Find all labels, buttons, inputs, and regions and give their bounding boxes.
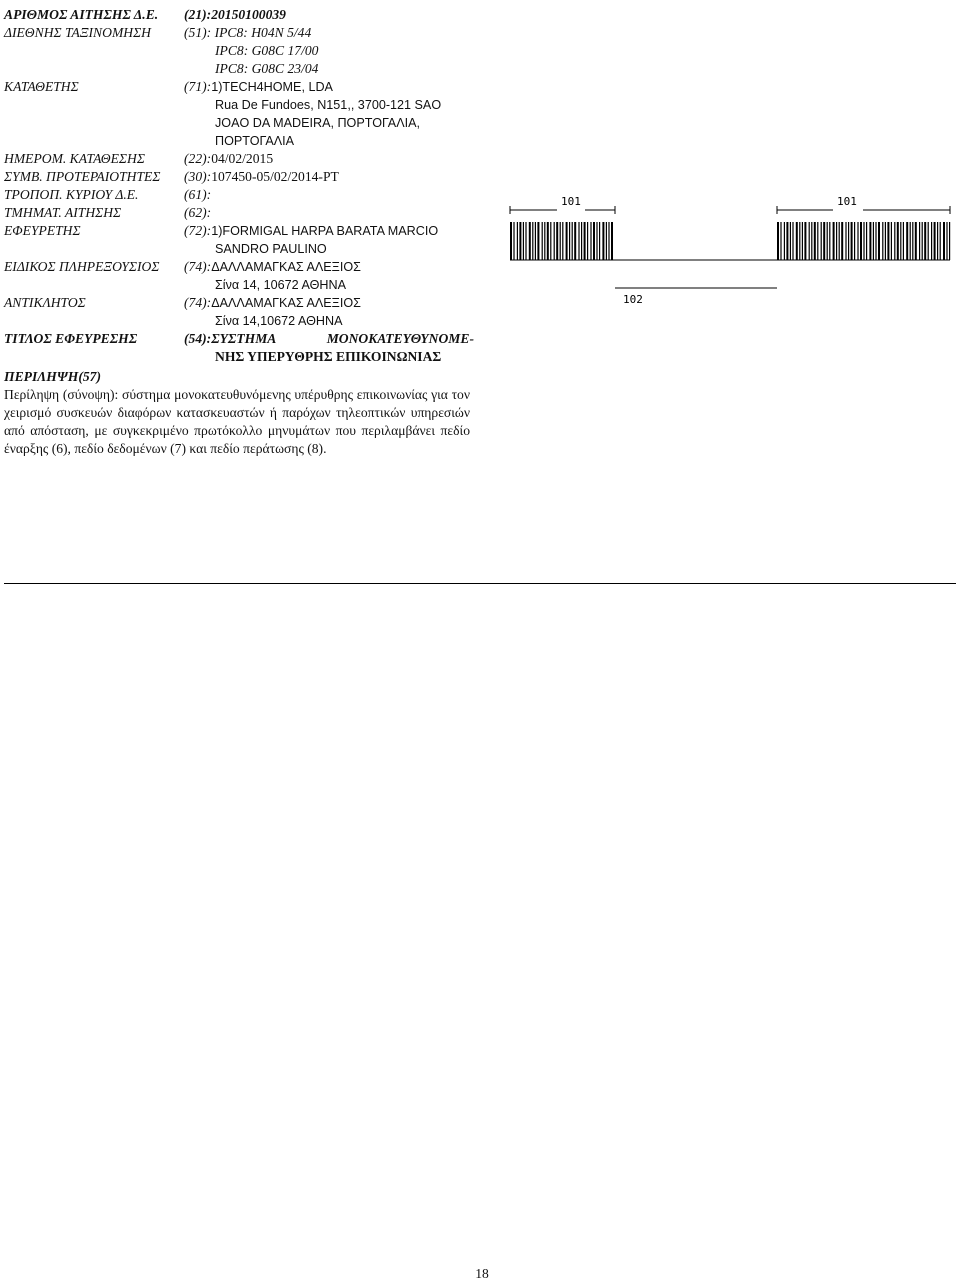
right-burst-pulse xyxy=(900,222,901,260)
applicant-code: (71): xyxy=(184,79,212,94)
left-burst-pulse xyxy=(590,222,591,260)
application-number-row xyxy=(4,6,474,24)
right-burst-pulse xyxy=(804,222,806,260)
agent-code: (74): xyxy=(184,259,212,274)
ipc-class-2: IPC8: G08C 17/00 xyxy=(215,43,319,58)
right-burst-pulse xyxy=(946,222,947,260)
right-burst-pulse xyxy=(885,222,886,260)
filing-date-code: (22): xyxy=(184,151,212,166)
left-burst-pulse xyxy=(550,222,551,260)
divisional-label: ΤΜΗΜΑΤ. ΑΙΤΗΣΗΣ xyxy=(4,205,122,220)
right-burst-pulse xyxy=(882,222,883,260)
title-label: ΤΙΤΛΟΣ ΕΦΕΥΡΕΣΗΣ xyxy=(4,331,138,346)
right-burst-pulse xyxy=(949,222,950,260)
left-burst-pulse xyxy=(581,222,582,260)
right-burst-pulse xyxy=(878,222,880,260)
right-burst-pulse xyxy=(777,222,779,260)
left-burst-pulse xyxy=(572,222,573,260)
right-burst-pulse xyxy=(821,222,822,260)
left-burst-pulse xyxy=(519,222,521,260)
right-burst-pulse xyxy=(854,222,855,260)
right-burst-pulse xyxy=(873,222,874,260)
right-burst-pulse xyxy=(887,222,889,260)
applicant-address-2: JOAO DA MADEIRA, ΠΟΡΤΟΓΑΛΙΑ, xyxy=(215,116,421,130)
priority-code: (30): xyxy=(184,169,212,184)
agent-name: ΔΑΛΛΑΜΑΓΚΑΣ ΑΛΕΞΙΟΣ xyxy=(211,260,361,274)
right-burst-pulse xyxy=(836,222,837,260)
amendment-label: ΤΡΟΠΟΠ. ΚΥΡΙΟΥ Δ.Ε. xyxy=(4,187,139,202)
inventor-line-1: 1)FORMIGAL HARPA BARATA MARCIO xyxy=(211,224,439,238)
ipc-label: ΔΙΕΘΝΗΣ ΤΑΞΙΝΟΜΗΣΗ xyxy=(4,25,151,40)
representative-address: Σίνα 14,10672 ΑΘΗΝΑ xyxy=(215,314,343,328)
agent-row xyxy=(4,258,474,276)
right-burst-pulse xyxy=(875,222,876,260)
right-burst-pulse xyxy=(817,222,818,260)
applicant-name: 1)TECH4HOME, LDA xyxy=(211,80,333,94)
right-burst-pulse xyxy=(809,222,810,260)
left-burst-pulse xyxy=(547,222,549,260)
left-burst-pulse xyxy=(525,222,526,260)
label-start-right: 101 xyxy=(837,195,857,208)
applicant-address-3: ΠΟΡΤΟΓΑΛΙΑ xyxy=(215,134,295,148)
priority-label: ΣΥΜΒ. ΠΡΟΤΕΡΑΙΟΤΗΤΕΣ xyxy=(4,169,161,184)
right-burst-pulse xyxy=(937,222,938,260)
abstract-heading: ΠΕΡΙΛΗΨΗ(57) xyxy=(4,369,101,384)
right-burst-pulse xyxy=(866,222,867,260)
representative-name: ΔΑΛΛΑΜΑΓΚΑΣ ΑΛΕΞΙΟΣ xyxy=(211,296,361,310)
left-burst-pulse xyxy=(535,222,536,260)
right-burst-pulse xyxy=(857,222,858,260)
left-burst-pulse xyxy=(578,222,579,260)
page-number: 18 xyxy=(475,1266,489,1281)
abstract-summary: Περίληψη (σύνοψη): σύστημα μονοκατευθυνόμενης υπέρυθρης επικοινωνίας για τον χειρισμό συσκευών διαφόρων κατασκευαστών ή παρόχων τηλεοπτικών υπηρεσιών από απόσταση, με συγκεκριμένο πρωτόκολλο μηνυμάτων που περιλαμβάνει πεδίο έναρξης (6), πεδίο δεδομένων (7) και πεδίο περάτωσης (8). xyxy=(4,387,470,456)
pulse-burst-right xyxy=(777,222,950,260)
priority-value: 107450-05/02/2014-PT xyxy=(211,169,339,184)
left-burst-pulse xyxy=(517,222,518,260)
amendment-code: (61): xyxy=(184,187,212,202)
left-burst-pulse xyxy=(574,222,576,260)
left-burst-pulse xyxy=(587,222,588,260)
right-burst-pulse xyxy=(894,222,895,260)
right-burst-pulse xyxy=(931,222,932,260)
left-burst-pulse xyxy=(596,222,597,260)
left-burst-pulse xyxy=(599,222,600,260)
agent-address: Σίνα 14, 10672 ΑΘΗΝΑ xyxy=(215,278,347,292)
left-burst-pulse xyxy=(608,222,609,260)
right-burst-pulse xyxy=(915,222,917,260)
right-burst-pulse xyxy=(906,222,908,260)
left-burst-pulse xyxy=(611,222,613,260)
right-burst-pulse xyxy=(799,222,800,260)
right-burst-pulse xyxy=(790,222,791,260)
right-burst-pulse xyxy=(823,222,825,260)
left-burst-pulse xyxy=(556,222,558,260)
application-number-value: 20150100039 xyxy=(211,7,286,22)
right-burst-pulse xyxy=(922,222,923,260)
left-burst-pulse xyxy=(510,222,512,260)
right-burst-pulse xyxy=(897,222,899,260)
ipc-code: (51): xyxy=(184,25,212,40)
application-number-code: (21): xyxy=(184,7,212,22)
right-burst-pulse xyxy=(786,222,788,260)
right-burst-pulse xyxy=(796,222,798,260)
applicant-row xyxy=(4,78,474,96)
left-burst-pulse xyxy=(513,222,514,260)
representative-code: (74): xyxy=(184,295,212,310)
left-burst-pulse xyxy=(523,222,524,260)
right-burst-pulse xyxy=(784,222,785,260)
label-gap: 102 xyxy=(623,293,643,306)
ipc-row xyxy=(4,24,474,42)
right-burst-pulse xyxy=(845,222,846,260)
filing-date-row xyxy=(4,150,474,168)
right-burst-pulse xyxy=(891,222,892,260)
title-line-2: ΝΗΣ ΥΠΕΡΥΘΡΗΣ ΕΠΙΚΟΙΝΩΝΙΑΣ xyxy=(215,349,442,364)
right-burst-pulse xyxy=(940,222,941,260)
inventor-label: ΕΦΕΥΡΕΤΗΣ xyxy=(4,223,81,238)
right-burst-pulse xyxy=(841,222,843,260)
left-burst-pulse xyxy=(532,222,533,260)
left-burst-pulse xyxy=(606,222,607,260)
right-burst-pulse xyxy=(924,222,926,260)
left-burst-pulse xyxy=(542,222,543,260)
right-burst-pulse xyxy=(848,222,849,260)
representative-row xyxy=(4,294,474,312)
applicant-address-1: Rua De Fundoes, N151,, 3700-121 SAO xyxy=(215,98,442,112)
signal-waveform-figure xyxy=(505,192,955,312)
left-burst-pulse xyxy=(560,222,561,260)
left-burst-pulse xyxy=(529,222,531,260)
right-burst-pulse xyxy=(934,222,936,260)
right-burst-pulse xyxy=(829,222,830,260)
divisional-code: (62): xyxy=(184,205,212,220)
left-burst-pulse xyxy=(554,222,555,260)
title-code: (54): xyxy=(184,331,212,346)
bibliographic-record xyxy=(4,6,474,458)
left-burst-pulse xyxy=(562,222,563,260)
left-burst-pulse xyxy=(566,222,568,260)
ipc-class-1: IPC8: H04N 5/44 xyxy=(214,25,312,40)
label-start-left: 101 xyxy=(561,195,581,208)
title-line-1: ΣΥΣΤΗΜΑ ΜΟΝΟΚΑΤΕΥΘΥΝΟΜΕ- xyxy=(211,331,474,346)
priority-row xyxy=(4,168,474,186)
right-burst-pulse xyxy=(792,222,793,260)
ipc-class-3: IPC8: G08C 23/04 xyxy=(215,61,319,76)
right-burst-pulse xyxy=(943,222,945,260)
right-burst-pulse xyxy=(919,222,920,260)
applicant-label: ΚΑΤΑΘΕΤΗΣ xyxy=(4,79,79,94)
right-burst-pulse xyxy=(910,222,911,260)
filing-date-value: 04/02/2015 xyxy=(211,151,274,166)
right-burst-pulse xyxy=(839,222,840,260)
agent-label: ΕΙΔΙΚΟΣ ΠΛΗΡΕΞΟΥΣΙΟΣ xyxy=(4,259,160,274)
inventor-row xyxy=(4,222,474,240)
left-burst-pulse xyxy=(544,222,545,260)
right-burst-pulse xyxy=(833,222,835,260)
left-burst-pulse xyxy=(569,222,570,260)
right-burst-pulse xyxy=(912,222,913,260)
section-divider xyxy=(4,583,956,584)
inventor-code: (72): xyxy=(184,223,212,238)
right-burst-pulse xyxy=(863,222,864,260)
left-burst-pulse xyxy=(537,222,539,260)
inventor-line-2: SANDRO PAULINO xyxy=(215,242,327,256)
application-number-label: ΑΡΙΘΜΟΣ ΑΙΤΗΣΗΣ Δ.Ε. xyxy=(4,7,159,22)
pulse-burst-left xyxy=(510,222,613,260)
amendment-row xyxy=(4,186,474,204)
left-burst-pulse xyxy=(602,222,604,260)
right-burst-pulse xyxy=(811,222,812,260)
title-row xyxy=(4,330,474,348)
right-burst-pulse xyxy=(860,222,862,260)
left-burst-pulse xyxy=(584,222,586,260)
right-burst-pulse xyxy=(928,222,929,260)
right-burst-pulse xyxy=(814,222,816,260)
right-burst-pulse xyxy=(903,222,904,260)
representative-label: ΑΝΤΙΚΛΗΤΟΣ xyxy=(4,295,86,310)
right-burst-pulse xyxy=(802,222,803,260)
divisional-row xyxy=(4,204,474,222)
right-burst-pulse xyxy=(827,222,828,260)
right-burst-pulse xyxy=(780,222,781,260)
filing-date-label: ΗΜΕΡΟΜ. ΚΑΤΑΘΕΣΗΣ xyxy=(4,151,145,166)
right-burst-pulse xyxy=(851,222,853,260)
left-burst-pulse xyxy=(593,222,595,260)
right-burst-pulse xyxy=(869,222,871,260)
